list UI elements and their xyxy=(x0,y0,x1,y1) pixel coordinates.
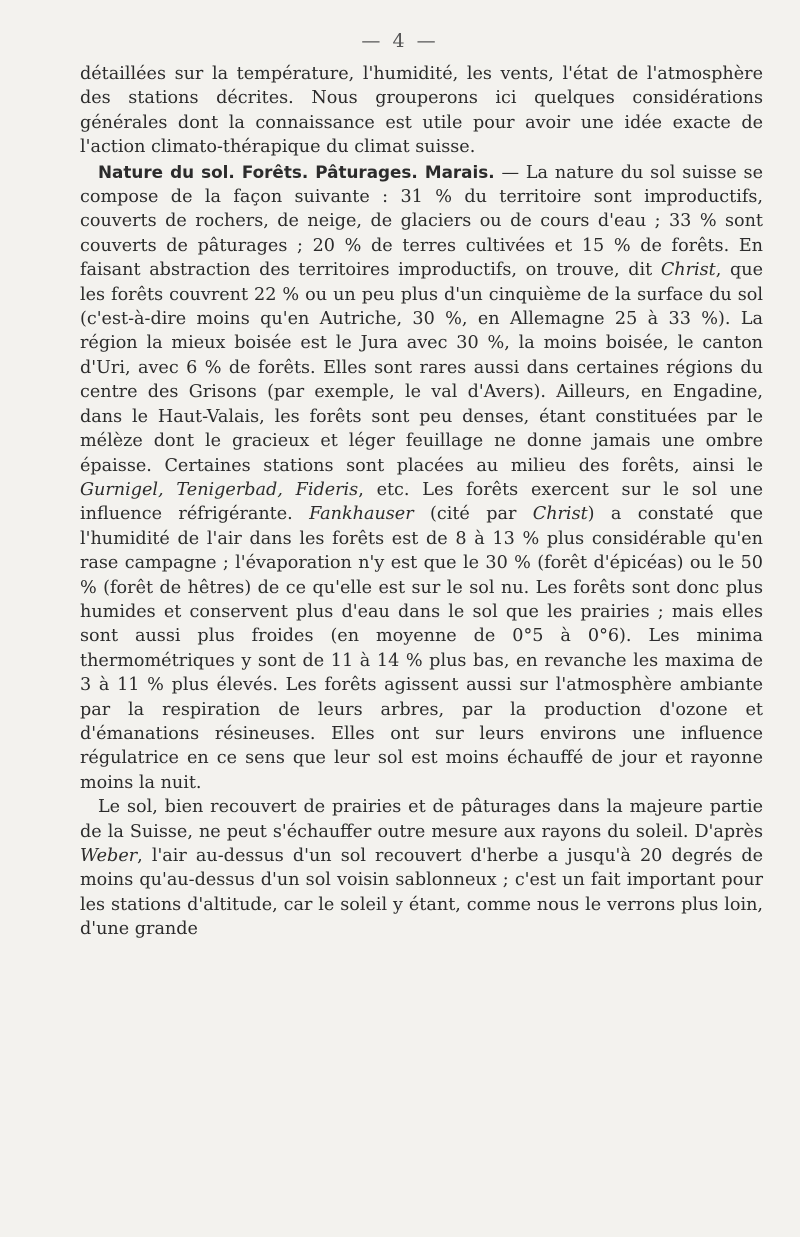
body-text xyxy=(80,62,763,942)
author-name: Christ xyxy=(660,260,716,281)
paragraph-le-sol xyxy=(80,795,763,941)
text-run: (cité par xyxy=(413,504,533,525)
page-number: — 4 — xyxy=(361,30,439,52)
section-heading: Nature du sol. Forêts. Pâturages. Marais. xyxy=(98,161,495,182)
text-run: , etc. Les forêts exercent sur le sol une influence réfrigérante. xyxy=(80,479,763,525)
paragraph-continued: détaillées sur la température, l'humidité, les vents, l'état de l'atmosphère des stations décrites. Nous grouperons ici quelques considérations générales dont la connaissance est utile pour avoir une idée exacte de l'action climato-thérapique du climat suisse. xyxy=(80,64,763,158)
text-run: ) a constaté que l'humidité de l'air dans les forêts est de 8 à 13 % plus considérable qu'en rase campagne ; l'évaporation n'y est que le 30 % (forêt d'épicéas) ou le 50 % (forêt de hêtres) de ce qu'elle est sur le sol nu. Les forêts sont donc plus humides et conservent plus d'eau dans le sol que les prairies ; mais elles sont aussi plus froides (en moyenne de 0°5 à 0°6). Les minima thermométriques y sont de 11 à 14 % plus bas, en revanche les maxima de 3 à 11 % plus élevés. Les forêts agissent aussi sur l'atmosphère ambiante par la respiration de leurs arbres, par la production d'ozone et d'émanations résineuses. Elles ont sur leurs environs une influence régulatrice en ce sens que leur sol est moins échauffé de jour et rayonne moins la nuit. xyxy=(80,504,763,793)
text-run: , l'air au-dessus d'un sol recouvert d'herbe a jusqu'à 20 degrés de moins qu'au-dessus d'un sol voisin sablonneux ; c'est un fait important pour les stations d'altitude, car le soleil y étant, comme nous le verrons plus loin, d'une grande xyxy=(80,846,763,940)
text-run: Le sol, bien recouvert de prairies et de pâturages dans la majeure partie de la Suisse, ne peut s'échauffer outre mesure aux rayons du soleil. D'après xyxy=(80,797,763,842)
paragraph-nature-du-sol xyxy=(80,160,763,796)
author-name: Fankhauser xyxy=(309,504,414,525)
text-run: , que les forêts couvrent 22 % ou un peu plus d'un cinquième de la surface du sol (c'est-à-dire moins qu'en Autriche, 30 %, en Allemagne 25 à 33 %). La région la mieux boisée est le Jura avec 30 %, la moins boisée, le canton d'Uri, avec 6 % de forêts. Elles sont rares aussi dans certaines régions du centre des Grisons (par exemple, le val d'Avers). Ailleurs, en Engadine, dans le Haut-Valais, les forêts sont peu denses, étant constituées par le mélèze dont le gracieux et léger feuillage ne donne jamais une ombre épaisse. Certaines stations sont placées au milieu des forêts, ainsi le xyxy=(80,260,763,476)
place-names: Gurnigel, Tenigerbad, Fideris xyxy=(80,479,359,500)
author-name: Weber xyxy=(80,846,138,866)
author-name: Christ xyxy=(532,504,588,525)
text-run: — La nature du sol suisse se compose de la façon suivante : 31 % du territoire sont improductifs, couverts de rochers, de neige, de glaciers ou de cours d'eau ; 33 % sont couverts de pâturages ; 20 % de terres cultivées et 15 % de forêts. En faisant abstraction des territoires improductifs, on trouve, dit xyxy=(80,162,763,281)
